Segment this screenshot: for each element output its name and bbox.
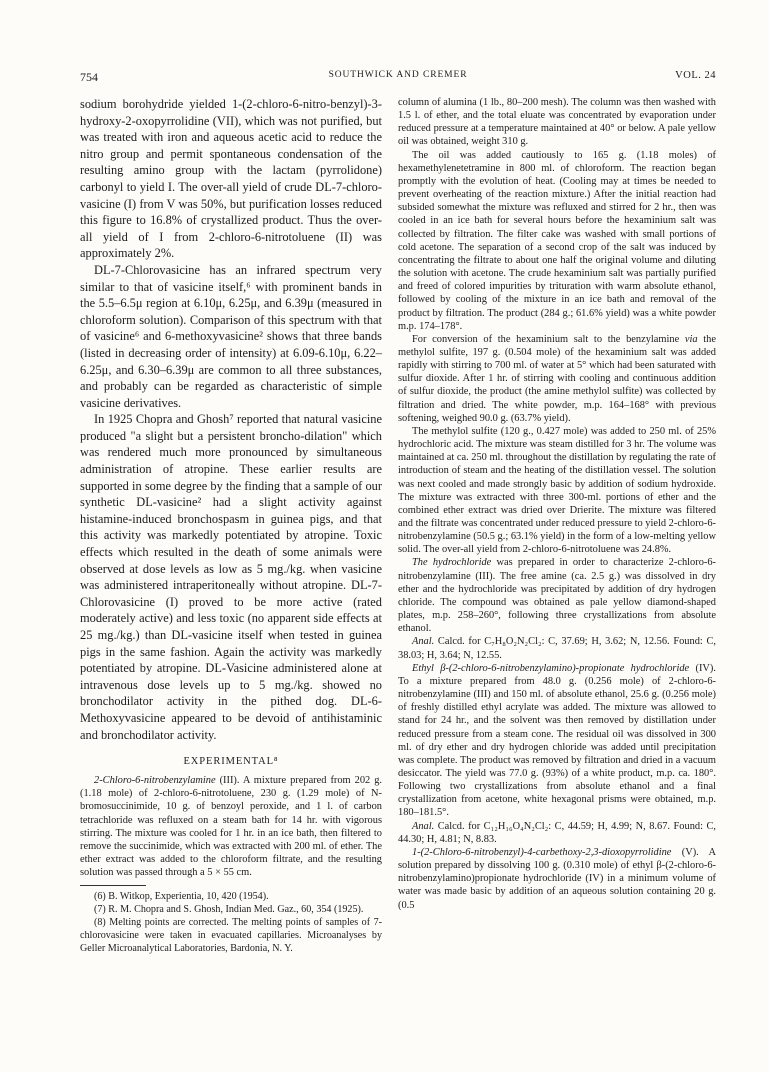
analysis-label: Anal.	[412, 820, 435, 832]
experimental-text	[80, 774, 382, 879]
footnote: (6) B. Witkop, Experientia, 10, 420 (1954).	[94, 891, 269, 903]
paragraph-text: Calcd. for C₁₂H₁₆O₄N₂Cl₂: C, 44.59; H, 4.99; N, 8.67. Found: C, 44.30; H, 4.81; N, 8.83.	[398, 820, 716, 845]
paragraph	[80, 774, 382, 879]
compound-title: 1-(2-Chloro-6-nitrobenzyl)-4-carbethoxy-2,3-dioxopyrrolidine	[412, 846, 672, 858]
footnotes	[80, 890, 382, 955]
compound-title: 2-Chloro-6-nitrobenzylamine	[94, 775, 216, 787]
paragraph-text: Calcd. for C₇H₈O₂N₂Cl₂: C, 37.69; H, 3.62; N, 12.56. Found: C, 38.03; H, 3.64; N, 12.55.	[398, 636, 716, 661]
paragraph	[398, 820, 716, 846]
paragraph-text: (V). A solution prepared by dissolving 100 g. (0.310 mole) of ethyl β-(2-chloro-6-nitrobenzylamino)propionate hydrochloride (IV) in a minimum volume of water was made basic by addition of an aqueous solution containing 20 g. (0.5	[398, 846, 716, 911]
paragraph: The methylol sulfite (120 g., 0.427 mole) was added to 250 ml. of 25% hydrochloric acid. The mixture was steam distilled for 3 hr. The volume was maintained at ca. 250 ml. throughout the distillation by regulating the rate of introduction of steam and the heating of the distillation vessel. The solution was next cooled and made strongly basic by addition of sodium hydroxide. The mixture was extracted with three 300-ml. portions of ether and the combined ether extract was dried over Drierite. The mixture was filtered and the filtrate was concentrated under reduced pressure to yield 2-chloro-6-nitrobenzylamine (50.5 g.; 63.1% yield) in the form of a low-melting yellow solid. The over-all yield from 2-chloro-6-nitrotoluene was 24.8%.	[398, 425, 716, 556]
section-heading: EXPERIMENTAL⁸	[183, 756, 279, 768]
footnote-divider	[80, 885, 146, 886]
compound-title: Ethyl β-(2-chloro-6-nitrobenzylamino)-propionate hydrochloride	[412, 662, 690, 674]
paragraph: column of alumina (1 lb., 80–200 mesh). The column was then washed with 1.5 l. of ether, and the total eluate was concentrated by evaporation under reduced pressure at a temperature maintained at 40° or below. A pale yellow oil was obtained, weight 310 g.	[398, 97, 716, 148]
footnote: (7) R. M. Chopra and S. Ghosh, Indian Med. Gaz., 60, 354 (1925).	[94, 904, 364, 916]
paragraph: sodium borohydride yielded 1-(2-chloro-6-nitro-benzyl)-3-hydroxy-2-oxopyrrolidine (VII), which was not purified, but was treated with iron and aqueous acetic acid to reduce the nitro group and permit spontaneous condensation of the resulting amino group with the lactam (pyrrolidone) carbonyl to yield I. The over-all yield of crude DL-7-chloro-vasicine (I) from V was 50%, but purification losses reduced this figure to 16.8% of crystallized product. Thus the over-all yield of I from 2-chloro-6-nitrotoluene (II) was approximately 2%.	[80, 97, 382, 261]
left-column	[80, 96, 382, 955]
right-column	[398, 96, 716, 912]
analysis-label: Anal.	[412, 636, 435, 648]
discussion-text	[80, 96, 382, 743]
running-title: SOUTHWICK AND CREMER	[328, 70, 468, 80]
paragraph	[398, 635, 716, 661]
volume-label: VOL. 24	[675, 70, 716, 81]
paragraph-text: (III). A mixture prepared from 202 g. (1.18 mole) of 2-chloro-6-nitrotoluene, 230 g. (1.29 mole) of N-bromosuccinimide, 10 g. of benzoyl peroxide, and 1 l. of carbon tetrachloride was refluxed on a steam bath for 14 hr. with vigorous stirring. The mixture was cooled for 1 hr. in an ice bath, then filtered to remove the succinimide, which was extracted with 200 ml. of ether. The ether extract was added to the chloroform filtrate, and the resulting solution was passed through a 5 × 55 cm.	[80, 775, 382, 879]
paragraph	[398, 333, 716, 425]
paragraph: In 1925 Chopra and Ghosh⁷ reported that natural vasicine produced "a slight but a persistent broncho-dilation" which was rendered much more pronounced by simultaneous administration of atropine. These earlier results are supported in some degree by the finding that a sample of our synthetic DL-vasicine² had a slight activity against histamine-induced bronchospasm in guinea pigs, and that this activity was markedly potentiated by atropine. Toxic effects which resulted in the death of some animals were observed at dose levels as low as 5 mg./kg. when vasicine was administered intraperitoneally without atropine. DL-7-Chlorovasicine (I) proved to be more active (rated moderately active) and less toxic (no apparent side effects at 25 mg./kg.) than DL-vasicine itself when tested in guinea pigs in the same fashion. Again the activity was markedly potentiated by atropine. DL-Vasicine administered alone at intravenous dose levels up to 5 mg./kg. showed no bronchodilator activity in the pithed dog. DL-6-Methoxyvasicine appeared to be devoid of antihistaminic and bronchodilator activity.	[80, 412, 382, 742]
paragraph	[398, 662, 716, 820]
running-header	[80, 70, 716, 86]
paragraph	[398, 556, 716, 635]
paragraph-text: the methylol sulfite, 197 g. (0.504 mole) of the hexaminium salt was added rapidly with stirring to 700 ml. of water at 5° which had been saturated with sulfur dioxide. After 1 hr. of stirring with cooling and continuous addition of sulfur dioxide, the product (the amine methylol sulfite) was collected by filtration and dried. The white powder, m.p. 164–168° with previous softening, weighed 90.0 g. (63.7% yield).	[398, 333, 716, 424]
footnote: (8) Melting points are corrected. The melting points of samples of 7-chlorovasicine were taken in evacuated capillaries. Microanalyses by Geller Microanalytical Laboratories, Bardonia, N. Y.	[80, 917, 382, 955]
paragraph-text: was prepared in order to characterize 2-chloro-6-nitrobenzylamine (III). The free amine (ca. 2.5 g.) was dissolved in dry ether and the hydrochloride was precipitated by addition of dry hydrogen chloride. The compound was obtained as pale yellow diamond-shaped plates, m.p. 258–260°, following three crystallizations from absolute ethanol.	[398, 557, 717, 635]
italic-word: via	[684, 333, 698, 345]
compound-title: The hydrochloride	[412, 557, 492, 569]
paragraph: The oil was added cautiously to 165 g. (1.18 moles) of hexamethylenetetramine in 800 ml. of chloroform. The reaction began promptly with the evolution of heat. (Cooling may at times be needed to prevent overheating of the reaction mixture.) After the initial reaction had subsided somewhat the mixture was refluxed and stirred for 2 hr., then was cooled in an ice bath for several hours before the hexaminium salt was collected by filtration. The filter cake was washed with small portions of cold acetone. The separation of a second crop of the salt was induced by concentrating the filtrate to about one half the original volume and diluting the solution with acetone. The crude hexaminium salt was partially purified and freed of colored impurities by trituration with warm absolute ethanol, followed by cooling of the mixture in an ice bath and removal of the product by filtration. The product (284 g.; 61.6% yield) was a white powder m.p. 174–178°.	[398, 149, 716, 332]
paragraph-text: (IV). To a mixture prepared from 48.0 g. (0.256 mole) of 2-chloro-6-nitrobenzylamine (III) and 150 ml. of absolute ethanol, 25.6 g. (0.256 mole) of freshly distilled ethyl acrylate was added. The mixture was allowed to stand for 24 hr., and the solvent was then removed by distillation under reduced pressure from a steam cone. The residual oil was dissolved in 300 ml. of dry ether and dry hydrogen chloride was added until precipitation was complete. The product was removed by filtration and dried in a vacuum desiccator. The yield was 77.0 g. (93%) of a white product, m.p. ca. 180°. Following two crystallizations from absolute ethanol and a final crystallization from acetone, white hexagonal prisms were obtained, m.p. 180–181.5°.	[398, 662, 716, 819]
paragraph	[398, 846, 716, 912]
page-number: 754	[80, 70, 98, 84]
paragraph-text: For conversion of the hexaminium salt to the benzylamine	[412, 333, 685, 345]
paragraph: DL-7-Chlorovasicine has an infrared spectrum very similar to that of vasicine itself,⁶ with prominent bands in the 5.5–6.5μ region at 6.10μ, 6.25μ, and 6.39μ (measured in chloroform solution). Comparison of this spectrum with that of vasicine⁶ and 6-methoxyvasicine² shows that three bands (listed in decreasing order of intensity) at 6.09-6.10μ, 6.22–6.25μ, and 6.30–6.39μ are common to all three substances, and probably can be regarded as characteristic of simple vasicine derivatives.	[80, 262, 382, 410]
